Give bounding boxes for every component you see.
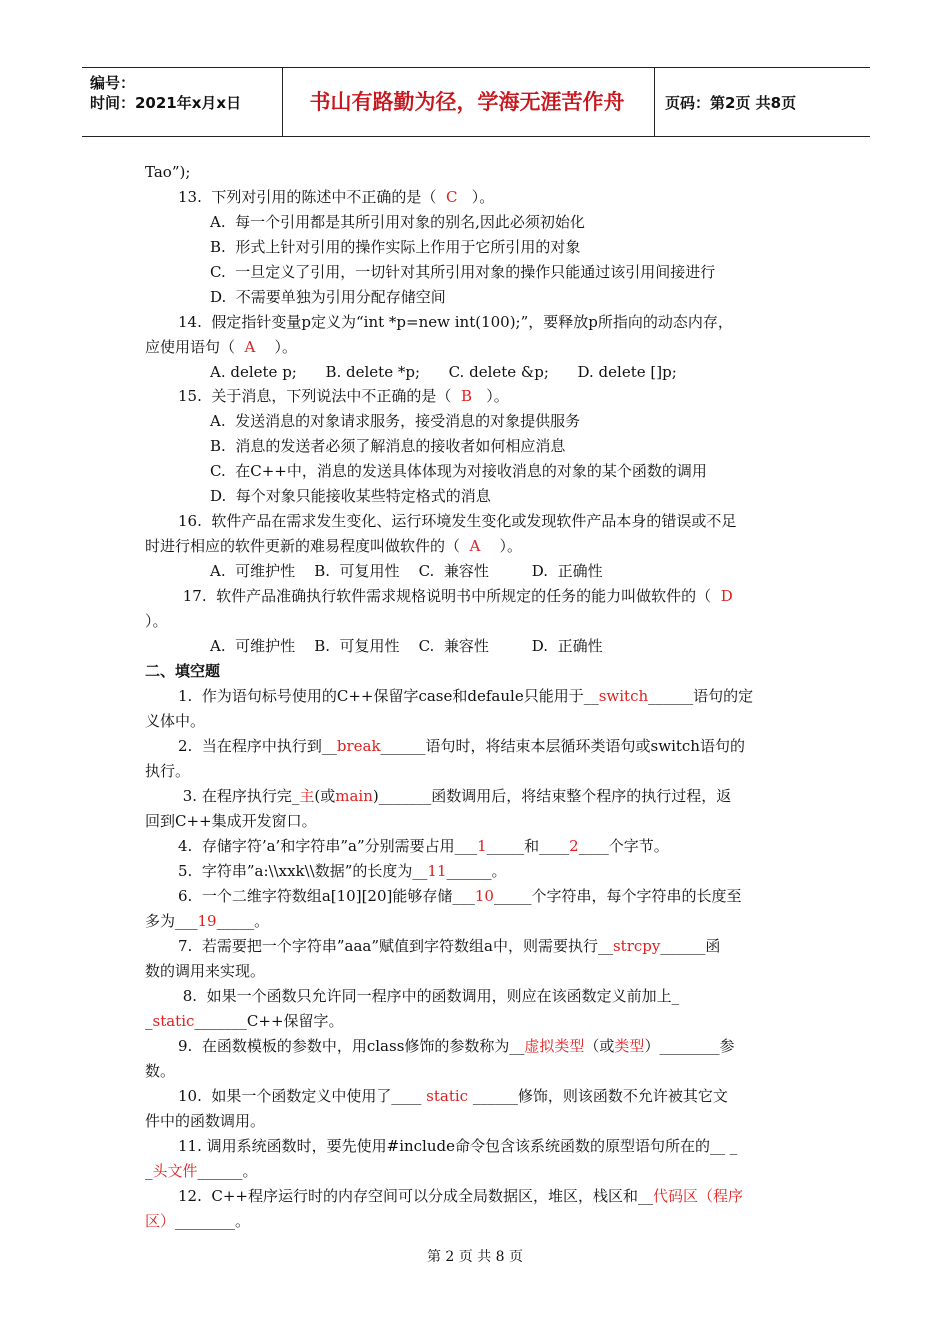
line-text: _______C++保留字。	[194, 1012, 344, 1030]
line-text: 5. 字符串”a:\\xxk\\数据”的长度为__	[178, 862, 428, 880]
text-line	[145, 1061, 175, 1081]
line-text: Tao”);	[145, 163, 191, 181]
line-text: _____个字符串，每个字符串的长度至	[493, 887, 742, 905]
line-text: 12. C++程序运行时的内存空间可以分成全局数据区，堆区，栈区和__	[178, 1187, 654, 1205]
page-footer: 第 2 页 共 8 页	[426, 1249, 524, 1265]
doc-date: 时间：2021年x月x日	[90, 94, 242, 112]
line-text: 9. 在函数模板的参数中，用class修饰的参数称为__	[178, 1037, 525, 1055]
text-line	[210, 486, 491, 506]
line-text: 应使用语句（	[145, 338, 245, 356]
line-text: B. 消息的发送者必须了解消息的接收者如何相应消息	[210, 437, 566, 455]
text-line	[210, 362, 677, 382]
line-text: 4. 存储字符’a’和字符串”a”分别需要占用___	[178, 837, 478, 855]
line-text: B. 形式上针对引用的操作实际上作用于它所引用的对象	[210, 238, 581, 256]
line-text: ____个字节。	[578, 837, 669, 855]
line-text: _	[145, 1162, 153, 1180]
text-line	[145, 911, 269, 931]
line-text: 时进行相应的软件更新的难易程度叫做软件的（	[145, 537, 470, 555]
line-text: 数。	[145, 1062, 176, 1080]
text-line	[145, 611, 168, 631]
line-text: （或	[584, 1037, 615, 1055]
answer-text: break	[336, 737, 381, 755]
line-text: 11. 调用系统函数时，要先使用#include命令包含该系统函数的原型语句所在的__ _	[178, 1137, 738, 1155]
text-line	[178, 586, 733, 606]
line-text: 1. 作为语句标号使用的C++保留字case和defaule只能用于__	[178, 687, 599, 705]
line-text: ）。	[480, 537, 522, 555]
answer-text: 头文件	[152, 1162, 198, 1180]
line-text: 8. 如果一个函数只允许同一程序中的函数调用，则应在该函数定义前加上_	[178, 987, 680, 1005]
line-text: ）。	[457, 188, 495, 206]
text-line	[178, 786, 731, 806]
line-text: 14. 假定指针变量p定义为“int *p=new int(100);”，要释放p所指向的动态内存，	[178, 313, 733, 331]
text-line	[145, 1111, 265, 1131]
header-page-info: 页码：第2页 共8页	[665, 94, 797, 112]
line-text: 16. 软件产品在需求发生变化、运行环境发生变化或发现软件产品本身的错误或不足	[178, 512, 737, 530]
line-text: D. 每个对象只能接收某些特定格式的消息	[210, 487, 491, 505]
text-line	[178, 1086, 728, 1106]
answer-text: D	[720, 587, 733, 605]
doc-number-label: 编号：	[90, 74, 136, 92]
text-line	[210, 461, 707, 481]
answer-text: main	[335, 787, 373, 805]
text-line	[210, 411, 580, 431]
line-text: _____和____	[486, 837, 570, 855]
text-line	[145, 1211, 250, 1231]
text-line	[145, 711, 205, 731]
header-divider	[654, 68, 655, 136]
text-line	[178, 511, 736, 531]
text-line	[178, 187, 494, 207]
answer-text: 19	[197, 912, 217, 930]
line-text: 10. 如果一个函数定义中使用了____	[178, 1087, 427, 1105]
text-line	[178, 386, 509, 406]
answer-text: 类型	[614, 1037, 645, 1055]
line-text: 6. 一个二维字符数组a[10][20]能够存储___	[178, 887, 475, 905]
text-line	[210, 436, 565, 456]
header-motto: 书山有路勤为径，学海无涯苦作舟	[309, 90, 625, 114]
text-line	[145, 661, 220, 681]
line-text: C. 在C++中，消息的发送具体体现为对接收消息的对象的某个函数的调用	[210, 462, 707, 480]
line-text: )_______函数调用后，将结束整个程序的执行过程，返	[372, 787, 732, 805]
answer-text: 10	[474, 887, 494, 905]
line-text: 17. 软件产品准确执行软件需求规格说明书中所规定的任务的能力叫做软件的（	[178, 587, 721, 605]
text-line	[210, 636, 603, 656]
line-text: 回到C++集成开发窗口。	[145, 812, 317, 830]
text-line	[145, 1161, 258, 1181]
line-text: ）。	[145, 612, 168, 630]
text-line	[145, 811, 317, 831]
answer-text: strcpy	[612, 937, 661, 955]
line-text: A. 每一个引用都是其所引用对象的别名,因此必须初始化	[210, 213, 585, 231]
line-text: 件中的函数调用。	[145, 1112, 266, 1130]
answer-text: 区）	[145, 1212, 176, 1230]
text-line	[210, 262, 715, 282]
answer-text: C	[445, 188, 458, 206]
line-text: ______语句的定	[648, 687, 754, 705]
line-text: _____。	[216, 912, 270, 930]
answer-text: static	[426, 1087, 469, 1105]
line-text: ）。	[255, 338, 297, 356]
line-text: D. 不需要单独为引用分配存储空间	[210, 288, 446, 306]
answer-text: 1	[477, 837, 487, 855]
text-line	[178, 1036, 734, 1056]
line-text: 义体中。	[145, 712, 206, 730]
text-line	[145, 536, 522, 556]
answer-text: switch	[598, 687, 649, 705]
text-line	[145, 337, 297, 357]
text-line	[178, 986, 679, 1006]
answer-text: 代码区（程序	[653, 1187, 744, 1205]
answer-text: 虚拟类型	[524, 1037, 585, 1055]
section-heading: 二、填空题	[145, 662, 221, 680]
page-header	[82, 67, 870, 137]
line-text: ）________参	[644, 1037, 735, 1055]
answer-text: 11	[427, 862, 447, 880]
line-text: ______。	[197, 1162, 258, 1180]
text-line	[145, 761, 190, 781]
text-line	[210, 561, 603, 581]
line-text: A. 发送消息的对象请求服务，接受消息的对象提供服务	[210, 412, 581, 430]
text-line	[145, 1011, 344, 1031]
text-line	[178, 312, 733, 332]
line-text: A. 可维护性 B. 可复用性 C. 兼容性 D. 正确性	[210, 637, 603, 655]
text-line	[178, 1186, 743, 1206]
line-text: 执行。	[145, 762, 191, 780]
line-text: ______语句时，将结束本层循环类语句或switch语句的	[380, 737, 745, 755]
line-text: 13. 下列对引用的陈述中不正确的是（	[178, 188, 446, 206]
line-text: 7. 若需要把一个字符串”aaa”赋值到字符数组a中，则需要执行__	[178, 937, 613, 955]
text-line	[178, 736, 745, 756]
answer-text: A	[469, 537, 481, 555]
text-line	[210, 287, 446, 307]
text-line	[210, 212, 585, 232]
line-text: A. 可维护性 B. 可复用性 C. 兼容性 D. 正确性	[210, 562, 603, 580]
text-line	[145, 162, 190, 182]
line-text: C. 一旦定义了引用，一切针对其所引用对象的操作只能通过该引用间接进行	[210, 263, 716, 281]
answer-text: B	[460, 387, 472, 405]
line-text: ）。	[471, 387, 509, 405]
answer-text: static	[152, 1012, 195, 1030]
answer-text: A	[244, 338, 256, 356]
line-text: 数的调用来实现。	[145, 962, 266, 980]
line-text: ______修饰，则该函数不允许被其它文	[468, 1087, 728, 1105]
line-text: (或	[314, 787, 336, 805]
line-text: _	[145, 1012, 153, 1030]
line-text: ________。	[175, 1212, 251, 1230]
text-line	[178, 686, 753, 706]
text-line	[178, 836, 669, 856]
line-text: A. delete p; B. delete *p; C. delete &p; D. delete []p;	[210, 363, 677, 381]
answer-text: 主	[299, 787, 315, 805]
text-line	[145, 961, 265, 981]
text-line	[210, 237, 580, 257]
line-text: ______函	[660, 937, 721, 955]
line-text: 15. 关于消息，下列说法中不正确的是（	[178, 387, 461, 405]
text-line	[178, 886, 741, 906]
line-text: ______。	[446, 862, 507, 880]
text-line	[178, 1136, 737, 1156]
text-line	[178, 936, 720, 956]
text-line	[178, 861, 507, 881]
line-text: 2. 当在程序中执行到__	[178, 737, 337, 755]
answer-text: 2	[569, 837, 579, 855]
line-text: 3. 在程序执行完_	[178, 787, 300, 805]
line-text: 多为___	[145, 912, 198, 930]
